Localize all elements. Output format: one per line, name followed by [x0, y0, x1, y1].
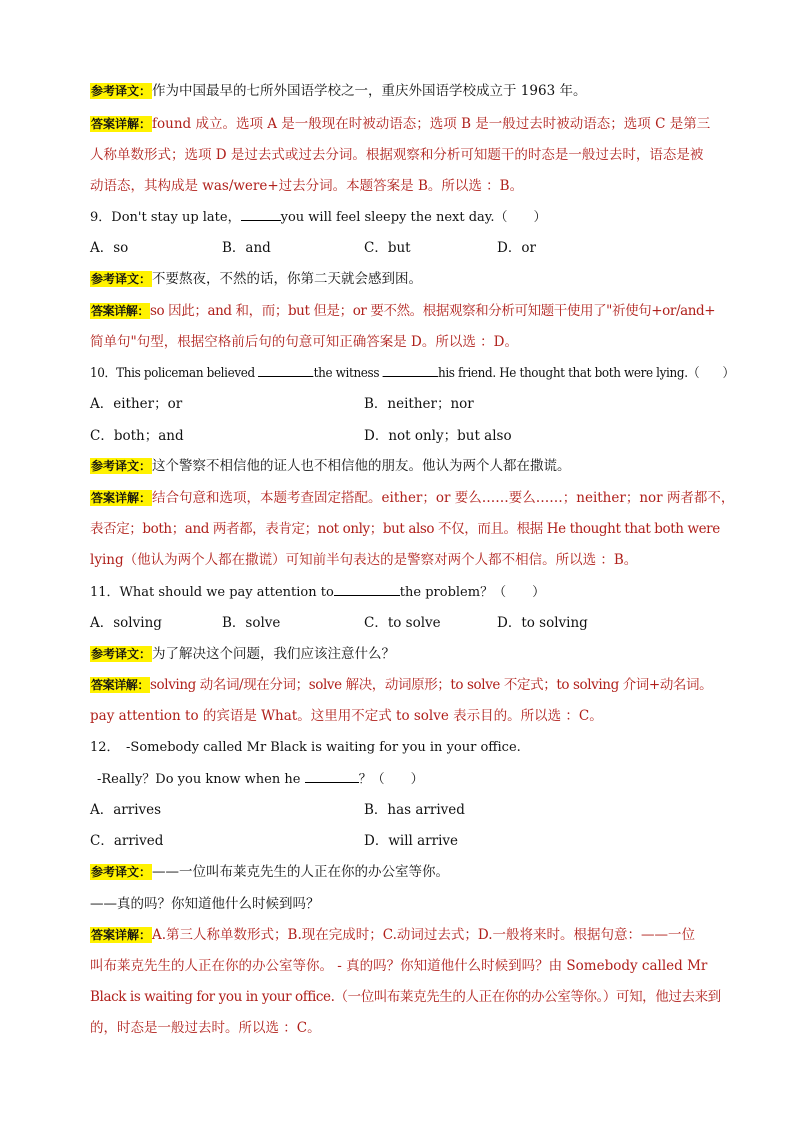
explanation-line-q12-1: 答案详解：A.第三人称单数形式；B.现在完成时；C.动词过去式；D.一般将来时。根据句意：——一位: [91, 927, 696, 943]
answer-blank: [334, 583, 400, 596]
explanation-line-q9-1: 答案详解：so 因此；and 和，而；but 但是；or 要不然。根据观察和分析可知题干使用了"祈使句+or/and+: [91, 303, 716, 319]
translation-line-q8: [90, 82, 586, 100]
explanation-label: 答案详解：: [91, 678, 150, 692]
q9-option-a[interactable]: A．so: [90, 240, 129, 256]
q12-option-b[interactable]: B．has arrived: [364, 802, 465, 818]
q11-option-a[interactable]: A．solving: [90, 615, 162, 631]
translation-text: 作为中国最早的七所外国语学校之一，重庆外国语学校成立于 1963 年。: [152, 83, 587, 99]
explanation-line-q8-3: 动语态，其构成是 was/were+过去分词。本题答案是 B。所以选 ：B。: [90, 178, 524, 194]
explanation-line-q8-2: 人称单数形式；选项 D 是过去式或过去分词。根据观察和分析可知题干的时态是一般过去时，语态是被: [90, 147, 704, 163]
q9-option-b[interactable]: B．and: [222, 240, 271, 256]
question-11-stem: 11．What should we pay attention to the problem？（ ）: [90, 585, 546, 600]
translation-line-q9: 参考译文：不要熬夜，不然的话，你第二天就会感到困。: [91, 271, 423, 287]
explanation-line-q12-3: Black is waiting for you in your office.（一位叫布莱克先生的人正在你的办公室等你。）可知，他过去来到: [90, 989, 721, 1005]
q12-option-a[interactable]: A．arrives: [90, 802, 162, 818]
q12-option-c[interactable]: C．arrived: [90, 833, 164, 849]
answer-blank: [241, 208, 281, 221]
q9-option-c[interactable]: C．but: [364, 240, 411, 256]
translation-line-q10: 参考译文：这个警察不相信他的证人也不相信他的朋友。他认为两个人都在撒谎。: [91, 458, 571, 474]
answer-blank: [258, 364, 313, 377]
translation-label: 参考译文：: [91, 647, 152, 661]
explanation-label: 答案详解：: [91, 117, 152, 131]
question-9-stem: 9．Don't stay up late， you will feel sleepy the next day.（ ）: [90, 210, 547, 225]
q9-option-d[interactable]: D．or: [497, 240, 536, 256]
q10-option-b[interactable]: B．neither；nor: [364, 396, 474, 412]
explanation-line-q10-2: 表否定；both；and 两者都，表肯定；not only；but also 不仅，而且。根据 He thought that both were: [90, 521, 720, 537]
q12-option-d[interactable]: D．will arrive: [364, 833, 459, 849]
explanation-text: found 成立。选项 A 是一般现在时被动语态；选项 B 是一般过去时被动语态；选项 C 是第三: [152, 116, 711, 132]
translation-line-q11: 参考译文：为了解决这个问题，我们应该注意什么？: [91, 646, 396, 662]
answer-blank: [383, 364, 438, 377]
explanation-line-q11-1: 答案详解：solving 动名词/现在分词；solve 解决，动词原形；to solve 不定式；to solving 介词+动名词。: [91, 677, 713, 693]
explanation-line-q11-2: pay attention to 的宾语是 What。这里用不定式 to solve 表示目的。所以选 ：C。: [90, 708, 603, 724]
translation-label: 参考译文：: [91, 459, 152, 473]
question-12-stem-line-1: 12． -Somebody called Mr Black is waiting for you in your office.: [90, 740, 521, 755]
translation-line-q12-1: 参考译文：——一位叫布莱克先生的人正在你的办公室等你。: [91, 864, 450, 880]
q10-option-d[interactable]: D．not only；but also: [364, 428, 512, 444]
question-12-stem-line-2: -Really？Do you know when he ？（ ）: [97, 772, 424, 787]
translation-label: 参考译文：: [91, 84, 152, 98]
q10-option-c[interactable]: C．both；and: [90, 428, 184, 444]
explanation-label: 答案详解：: [91, 928, 152, 942]
answer-blank: [305, 770, 359, 783]
explanation-label: 答案详解：: [91, 491, 152, 505]
translation-line-q12-2: ——真的吗？你知道他什么时候到吗？: [90, 896, 320, 912]
explanation-line-q9-2: 简单句"句型，根据空格前后句的句意可知正确答案是 D。所以选 ：D。: [90, 334, 518, 350]
q11-option-d[interactable]: D．to solving: [497, 615, 588, 631]
q11-option-b[interactable]: B．solve: [222, 615, 281, 631]
translation-label: 参考译文：: [91, 865, 152, 879]
explanation-label: 答案详解：: [91, 304, 150, 318]
q11-option-c[interactable]: C．to solve: [364, 615, 441, 631]
translation-label: 参考译文：: [91, 272, 152, 286]
q10-option-a[interactable]: A．either；or: [90, 396, 183, 412]
explanation-line-q10-1: 答案详解：结合句意和选项，本题考查固定搭配。either；or 要么……要么……；neither；nor 两者都不，: [91, 490, 735, 506]
question-10-stem: 10．This policeman believed the witness his friend. He thought that both were lying.（ ）: [90, 366, 735, 381]
explanation-line-q8-1: [90, 115, 710, 133]
explanation-line-q12-4: 的，时态是一般过去时。所以选 ：C。: [90, 1020, 321, 1036]
explanation-line-q12-2: 叫布莱克先生的人正在你的办公室等你。 - 真的吗？你知道他什么时候到吗？由 Somebody called Mr: [90, 958, 708, 974]
explanation-line-q10-3: lying（他认为两个人都在撒谎）可知前半句表达的是警察对两个人都不相信。所以选 ：B。: [90, 552, 638, 568]
